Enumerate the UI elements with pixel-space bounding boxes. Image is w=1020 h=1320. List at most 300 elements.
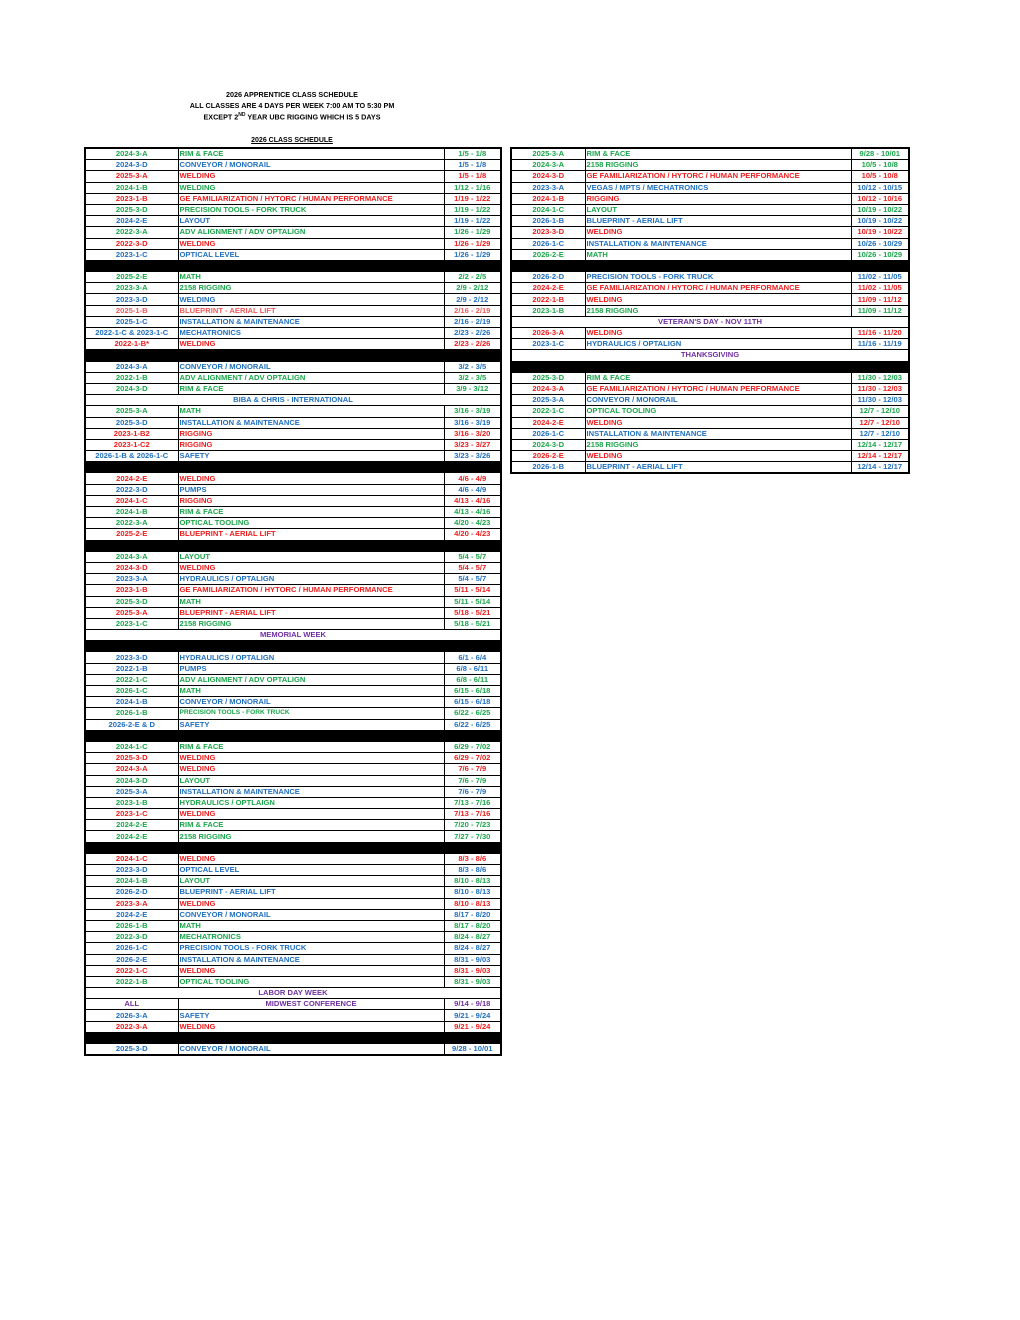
class-code: 2023-1-B <box>85 797 178 808</box>
course-name: RIM & FACE <box>178 383 444 394</box>
course-name: HYDRAULICS / OPTALIGN <box>178 574 444 585</box>
class-code: 2026-1-B <box>511 462 585 474</box>
class-dates: 7/6 - 7/9 <box>444 764 501 775</box>
class-dates: 2/2 - 2/5 <box>444 272 501 283</box>
class-code: 2025-3-D <box>85 204 178 215</box>
course-name: 2158 RIGGING <box>178 618 444 629</box>
class-dates: 11/30 - 12/03 <box>851 372 909 383</box>
schedule-subtitle: 2026 CLASS SCHEDULE <box>251 137 333 144</box>
class-dates: 11/30 - 12/03 <box>851 383 909 394</box>
schedule-row <box>85 585 501 596</box>
course-name: MATH <box>585 249 851 260</box>
class-dates: 10/12 - 10/16 <box>851 193 909 204</box>
note-row <box>85 630 501 641</box>
course-name: WELDING <box>178 339 444 350</box>
separator-cell <box>85 260 501 271</box>
course-name: SAFETY <box>178 719 444 730</box>
separator-cell <box>85 842 501 853</box>
class-dates: 8/10 - 8/13 <box>444 876 501 887</box>
schedule-title: 2026 APPRENTICE CLASS SCHEDULE <box>226 90 358 99</box>
schedule-row <box>511 328 909 339</box>
class-dates: 8/31 - 9/03 <box>444 976 501 987</box>
class-code: 2025-1-B <box>85 305 178 316</box>
schedule-row <box>85 148 501 160</box>
class-dates: 6/15 - 6/18 <box>444 697 501 708</box>
schedule-row <box>85 999 501 1010</box>
schedule-table-left <box>84 147 502 1056</box>
exception-post: YEAR UBC RIGGING WHICH IS 5 DAYS <box>245 112 381 122</box>
class-dates: 8/17 - 8/20 <box>444 909 501 920</box>
class-code: 2026-2-E <box>85 954 178 965</box>
class-code: ALL <box>85 999 178 1010</box>
separator-row <box>85 462 501 473</box>
class-code: 2023-3-D <box>511 227 585 238</box>
class-dates: 2/9 - 2/12 <box>444 294 501 305</box>
schedule-row <box>85 406 501 417</box>
course-name: RIM & FACE <box>178 820 444 831</box>
course-name: WELDING <box>178 1021 444 1032</box>
class-dates: 9/14 - 9/18 <box>444 999 501 1010</box>
course-name: WELDING <box>178 898 444 909</box>
exception-sup: ND <box>238 112 246 118</box>
class-code: 2024-1-B <box>85 182 178 193</box>
class-dates: 3/23 - 3/27 <box>444 439 501 450</box>
class-dates: 7/6 - 7/9 <box>444 775 501 786</box>
class-dates: 2/23 - 2/26 <box>444 339 501 350</box>
course-name: MECHATRONICS <box>178 932 444 943</box>
schedule-row <box>511 428 909 439</box>
schedule-row <box>85 943 501 954</box>
course-name: LAYOUT <box>178 775 444 786</box>
course-name: WELDING <box>178 562 444 573</box>
separator-row <box>511 361 909 372</box>
class-dates: 11/16 - 11/19 <box>851 339 909 350</box>
separator-row <box>511 260 909 271</box>
schedule-row <box>85 495 501 506</box>
class-dates: 9/28 - 10/01 <box>444 1044 501 1056</box>
class-dates: 12/7 - 12/10 <box>851 406 909 417</box>
schedule-row <box>85 562 501 573</box>
course-name: RIM & FACE <box>178 148 444 160</box>
schedule-row <box>511 395 909 406</box>
note-text: VETERAN'S DAY - NOV 11TH <box>511 316 909 327</box>
schedule-row <box>85 216 501 227</box>
class-code: 2023-3-A <box>85 283 178 294</box>
class-code: 2026-1-B <box>511 216 585 227</box>
class-dates: 5/18 - 5/21 <box>444 618 501 629</box>
class-dates: 8/31 - 9/03 <box>444 965 501 976</box>
class-dates: 1/12 - 1/16 <box>444 182 501 193</box>
course-name: INSTALLATION & MAINTENANCE <box>178 786 444 797</box>
class-code: 2025-2-E <box>85 272 178 283</box>
course-name: 2158 RIGGING <box>585 160 851 171</box>
separator-row <box>85 540 501 551</box>
class-dates: 9/21 - 9/24 <box>444 1010 501 1021</box>
schedule-row <box>85 160 501 171</box>
note-text: THANKSGIVING <box>511 350 909 361</box>
schedule-row <box>85 1010 501 1021</box>
class-code: 2025-3-A <box>511 148 585 160</box>
course-name: CONVEYOR / MONORAIL <box>585 395 851 406</box>
class-dates: 2/23 - 2/26 <box>444 328 501 339</box>
schedule-row <box>85 227 501 238</box>
course-name: 2158 RIGGING <box>585 439 851 450</box>
separator-cell <box>85 350 501 361</box>
schedule-row <box>511 249 909 260</box>
class-code: 2023-1-B <box>85 585 178 596</box>
class-dates: 11/09 - 11/12 <box>851 305 909 316</box>
class-dates: 9/28 - 10/01 <box>851 148 909 160</box>
class-dates: 6/8 - 6/11 <box>444 674 501 685</box>
course-name: BLUEPRINT - AERIAL LIFT <box>585 216 851 227</box>
schedule-row <box>85 428 501 439</box>
schedule-row <box>511 383 909 394</box>
schedule-row <box>85 193 501 204</box>
schedule-row <box>85 372 501 383</box>
class-code: 2023-1-B <box>511 305 585 316</box>
schedule-row <box>85 697 501 708</box>
course-name: VEGAS / MPTS / MECHATRONICS <box>585 182 851 193</box>
class-dates: 10/19 - 10/22 <box>851 204 909 215</box>
course-name: WELDING <box>585 328 851 339</box>
class-code: 2026-1-B <box>85 708 178 719</box>
schedule-row <box>85 272 501 283</box>
schedule-row <box>85 361 501 372</box>
course-name: ADV ALIGNMENT / ADV OPTALIGN <box>178 227 444 238</box>
course-name: RIGGING <box>585 193 851 204</box>
class-dates: 6/15 - 6/18 <box>444 686 501 697</box>
note-row <box>511 316 909 327</box>
course-name: RIM & FACE <box>178 507 444 518</box>
schedule-row <box>85 518 501 529</box>
class-dates: 6/29 - 7/02 <box>444 741 501 752</box>
course-name: INSTALLATION & MAINTENANCE <box>585 428 851 439</box>
course-name: MATH <box>178 406 444 417</box>
schedule-row <box>85 383 501 394</box>
class-code: 2026-3-A <box>85 1010 178 1021</box>
course-name: OPTICAL TOOLING <box>178 976 444 987</box>
course-name: PUMPS <box>178 484 444 495</box>
schedule-row <box>85 607 501 618</box>
class-code: 2022-3-A <box>85 227 178 238</box>
separator-row <box>85 641 501 652</box>
class-code: 2024-3-D <box>85 775 178 786</box>
course-name: WELDING <box>178 764 444 775</box>
course-name: INSTALLATION & MAINTENANCE <box>585 238 851 249</box>
class-code: 2025-2-E <box>85 529 178 540</box>
schedule-row <box>511 283 909 294</box>
course-name: 2158 RIGGING <box>178 831 444 842</box>
class-code: 2023-3-A <box>85 898 178 909</box>
schedule-row <box>511 160 909 171</box>
course-name: LAYOUT <box>178 876 444 887</box>
class-code: 2026-2-D <box>85 887 178 898</box>
separator-cell <box>85 730 501 741</box>
schedule-row <box>511 451 909 462</box>
schedule-row <box>85 652 501 663</box>
class-code: 2026-1-C <box>85 686 178 697</box>
schedule-row <box>85 618 501 629</box>
schedule-row <box>85 171 501 182</box>
course-name: OPTICAL TOOLING <box>585 406 851 417</box>
schedule-row <box>85 775 501 786</box>
course-name: ADV ALIGNMENT / ADV OPTALIGN <box>178 372 444 383</box>
class-code: 2026-2-E <box>511 249 585 260</box>
class-code: 2022-3-A <box>85 1021 178 1032</box>
schedule-row <box>85 316 501 327</box>
schedule-row <box>85 909 501 920</box>
class-dates: 3/23 - 3/26 <box>444 451 501 462</box>
class-dates: 4/6 - 4/9 <box>444 484 501 495</box>
course-name: 2158 RIGGING <box>178 283 444 294</box>
course-name: SAFETY <box>178 1010 444 1021</box>
note-row <box>85 988 501 999</box>
schedule-exception-note <box>84 112 500 121</box>
class-dates: 10/12 - 10/15 <box>851 182 909 193</box>
schedule-row <box>511 339 909 350</box>
course-name: BLUEPRINT - AERIAL LIFT <box>178 607 444 618</box>
class-code: 2023-1-B <box>85 193 178 204</box>
course-name: CONVEYOR / MONORAIL <box>178 1044 444 1056</box>
class-code: 2024-1-C <box>85 853 178 864</box>
schedule-row <box>85 753 501 764</box>
schedule-row <box>85 1021 501 1032</box>
course-name: LAYOUT <box>178 551 444 562</box>
schedule-row <box>85 283 501 294</box>
class-code: 2025-3-A <box>85 406 178 417</box>
course-name: GE FAMILIARIZATION / HYTORC / HUMAN PERFORMANCE <box>585 383 851 394</box>
class-dates: 6/22 - 6/25 <box>444 708 501 719</box>
class-dates: 8/3 - 8/6 <box>444 853 501 864</box>
course-name: LAYOUT <box>585 204 851 215</box>
schedule-row <box>511 182 909 193</box>
class-dates: 4/13 - 4/16 <box>444 507 501 518</box>
class-dates: 7/13 - 7/16 <box>444 809 501 820</box>
class-code: 2022-1-B* <box>85 339 178 350</box>
course-name: RIGGING <box>178 495 444 506</box>
class-dates: 1/19 - 1/22 <box>444 204 501 215</box>
class-code: 2023-1-B2 <box>85 428 178 439</box>
course-name: MATH <box>178 596 444 607</box>
class-dates: 3/9 - 3/12 <box>444 383 501 394</box>
class-dates: 4/20 - 4/23 <box>444 529 501 540</box>
class-code: 2022-1-C <box>85 965 178 976</box>
note-text: LABOR DAY WEEK <box>85 988 501 999</box>
course-name: WELDING <box>178 965 444 976</box>
class-dates: 11/02 - 11/05 <box>851 272 909 283</box>
class-code: 2023-3-A <box>511 182 585 193</box>
exception-pre: EXCEPT 2 <box>203 112 239 122</box>
class-code: 2023-3-D <box>85 652 178 663</box>
class-dates: 10/19 - 10/22 <box>851 227 909 238</box>
class-code: 2025-3-A <box>511 395 585 406</box>
course-name: WELDING <box>178 473 444 484</box>
class-dates: 3/16 - 3/19 <box>444 406 501 417</box>
class-dates: 8/24 - 8/27 <box>444 943 501 954</box>
class-code: 2024-1-B <box>511 193 585 204</box>
course-name: CONVEYOR / MONORAIL <box>178 361 444 372</box>
class-dates: 4/20 - 4/23 <box>444 518 501 529</box>
class-code: 2024-3-D <box>85 383 178 394</box>
class-dates: 10/19 - 10/22 <box>851 216 909 227</box>
course-name: BLUEPRINT - AERIAL LIFT <box>178 887 444 898</box>
class-code: 2022-1-C <box>85 674 178 685</box>
schedule-row <box>85 417 501 428</box>
schedule-row <box>85 686 501 697</box>
schedule-row <box>85 809 501 820</box>
schedule-row <box>85 484 501 495</box>
class-code: 2024-2-E <box>85 216 178 227</box>
schedule-row <box>511 227 909 238</box>
schedule-row <box>511 406 909 417</box>
class-dates: 12/7 - 12/10 <box>851 417 909 428</box>
course-name: RIM & FACE <box>178 741 444 752</box>
class-code: 2022-1-C & 2023-1-C <box>85 328 178 339</box>
class-code: 2022-3-D <box>85 932 178 943</box>
class-dates: 1/19 - 1/22 <box>444 216 501 227</box>
class-code: 2026-2-E <box>511 451 585 462</box>
class-code: 2022-3-A <box>85 518 178 529</box>
class-code: 2023-1-C <box>85 249 178 260</box>
course-name: MATH <box>178 272 444 283</box>
class-dates: 11/30 - 12/03 <box>851 395 909 406</box>
class-code: 2026-1-B <box>85 920 178 931</box>
schedule-row <box>85 473 501 484</box>
class-code: 2022-1-B <box>85 372 178 383</box>
schedule-row <box>85 596 501 607</box>
class-code: 2026-1-C <box>511 428 585 439</box>
course-name: RIGGING <box>178 428 444 439</box>
course-name: LAYOUT <box>178 216 444 227</box>
class-code: 2023-3-D <box>85 865 178 876</box>
course-name: WELDING <box>585 227 851 238</box>
class-code: 2024-3-A <box>511 160 585 171</box>
class-dates: 7/6 - 7/9 <box>444 786 501 797</box>
class-dates: 5/4 - 5/7 <box>444 551 501 562</box>
schedule-row <box>85 920 501 931</box>
course-name: MATH <box>178 920 444 931</box>
class-dates: 8/10 - 8/13 <box>444 887 501 898</box>
course-name: WELDING <box>585 417 851 428</box>
class-code: 2025-3-D <box>511 372 585 383</box>
course-name: CONVEYOR / MONORAIL <box>178 909 444 920</box>
class-code: 2025-1-C <box>85 316 178 327</box>
course-name: PRECISION TOOLS - FORK TRUCK <box>178 204 444 215</box>
separator-row <box>85 842 501 853</box>
schedule-row <box>511 238 909 249</box>
course-name: OPTICAL LEVEL <box>178 249 444 260</box>
course-name: WELDING <box>178 182 444 193</box>
separator-cell <box>85 641 501 652</box>
schedule-row <box>511 462 909 474</box>
course-name: WELDING <box>178 809 444 820</box>
class-dates: 5/11 - 5/14 <box>444 585 501 596</box>
class-code: 2024-3-D <box>85 562 178 573</box>
class-dates: 1/5 - 1/8 <box>444 171 501 182</box>
class-code: 2026-2-E & D <box>85 719 178 730</box>
separator-row <box>85 1032 501 1043</box>
schedule-row <box>85 674 501 685</box>
course-name: PRECISION TOOLS - FORK TRUCK <box>178 708 444 719</box>
class-code: 2024-2-E <box>511 283 585 294</box>
schedule-row <box>85 238 501 249</box>
class-code: 2024-2-E <box>85 473 178 484</box>
class-dates: 11/16 - 11/20 <box>851 328 909 339</box>
separator-row <box>85 260 501 271</box>
course-name: INSTALLATION & MAINTENANCE <box>178 417 444 428</box>
class-code: 2025-3-D <box>85 417 178 428</box>
course-name: HYDRAULICS / OPTALIGN <box>585 339 851 350</box>
course-name: HYDRAULICS / OPTALIGN <box>178 652 444 663</box>
schedule-row <box>85 249 501 260</box>
schedule-row <box>85 1044 501 1056</box>
course-name: PRECISION TOOLS - FORK TRUCK <box>178 943 444 954</box>
schedule-row <box>511 305 909 316</box>
schedule-row <box>85 451 501 462</box>
course-name: CONVEYOR / MONORAIL <box>178 697 444 708</box>
schedule-row <box>85 439 501 450</box>
course-name: HYDRAULICS / OPTLAIGN <box>178 797 444 808</box>
course-name: WELDING <box>585 294 851 305</box>
schedule-hours-note: ALL CLASSES ARE 4 DAYS PER WEEK 7:00 AM TO 5:30 PM <box>189 101 395 110</box>
class-code: 2025-3-A <box>85 607 178 618</box>
schedule-row <box>85 831 501 842</box>
class-dates: 7/27 - 7/30 <box>444 831 501 842</box>
schedule-row <box>85 865 501 876</box>
class-code: 2024-3-A <box>85 148 178 160</box>
class-dates: 8/10 - 8/13 <box>444 898 501 909</box>
schedule-row <box>85 976 501 987</box>
class-dates: 3/16 - 3/20 <box>444 428 501 439</box>
class-code: 2026-1-C <box>85 943 178 954</box>
schedule-row <box>85 954 501 965</box>
class-dates: 12/7 - 12/10 <box>851 428 909 439</box>
class-dates: 10/26 - 10/29 <box>851 249 909 260</box>
class-dates: 4/6 - 4/9 <box>444 473 501 484</box>
separator-cell <box>511 260 909 271</box>
note-text: MEMORIAL WEEK <box>85 630 501 641</box>
course-name: PUMPS <box>178 663 444 674</box>
note-row <box>85 395 501 406</box>
class-code: 2024-3-A <box>85 764 178 775</box>
class-code: 2023-1-C <box>85 618 178 629</box>
class-code: 2025-3-D <box>85 596 178 607</box>
class-dates: 9/21 - 9/24 <box>444 1021 501 1032</box>
class-code: 2026-2-D <box>511 272 585 283</box>
separator-row <box>85 730 501 741</box>
schedule-row <box>85 204 501 215</box>
class-dates: 11/02 - 11/05 <box>851 283 909 294</box>
schedule-row <box>85 876 501 887</box>
class-dates: 7/13 - 7/16 <box>444 797 501 808</box>
class-dates: 3/2 - 3/5 <box>444 361 501 372</box>
course-name: ADV ALIGNMENT / ADV OPTALIGN <box>178 674 444 685</box>
class-code: 2024-2-E <box>511 417 585 428</box>
schedule-row <box>85 932 501 943</box>
class-code: 2023-1-C <box>511 339 585 350</box>
class-dates: 1/26 - 1/29 <box>444 238 501 249</box>
course-name: MIDWEST CONFERENCE <box>178 999 444 1010</box>
schedule-row <box>511 294 909 305</box>
class-dates: 1/19 - 1/22 <box>444 193 501 204</box>
schedule-row <box>511 204 909 215</box>
schedule-row <box>85 797 501 808</box>
schedule-row <box>85 820 501 831</box>
schedule-row <box>511 372 909 383</box>
class-dates: 6/1 - 6/4 <box>444 652 501 663</box>
schedule-row <box>511 193 909 204</box>
class-dates: 12/14 - 12/17 <box>851 451 909 462</box>
